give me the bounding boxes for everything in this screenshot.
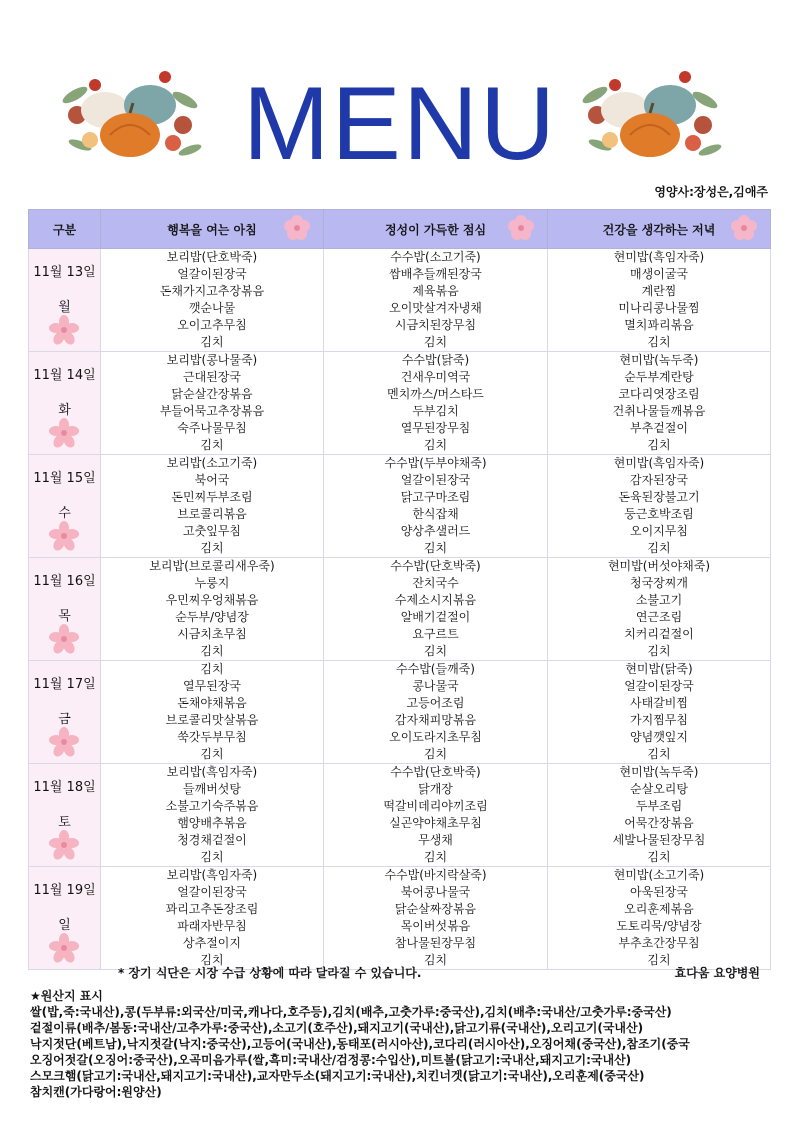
menu-item: 김치	[423, 438, 448, 452]
menu-item: 닭고구마조림	[400, 490, 471, 504]
origin-line: 참치캔(가다랑어:원양산)	[30, 1085, 162, 1099]
menu-item: 김치	[200, 662, 224, 676]
menu-item: 잔치국수	[412, 576, 459, 590]
day-cell	[29, 661, 101, 764]
menu-item: 청국장찌개	[630, 576, 688, 590]
menu-item: 김치	[423, 850, 448, 864]
day-cell	[29, 455, 101, 558]
menu-item: 얼갈이된장국	[624, 679, 694, 693]
menu-item: 감자된장국	[630, 473, 688, 487]
pink-flower-icon	[507, 214, 535, 242]
notice-text: * 장기 식단은 시장 수급 상황에 따라 달라질 수 있습니다.	[118, 966, 422, 980]
menu-item: 부들어묵고추장볶음	[159, 404, 265, 418]
breakfast-cell	[101, 558, 324, 661]
menu-item: 파래자반무침	[177, 919, 247, 933]
menu-item: 들깨버섯탕	[183, 782, 241, 796]
day-weekday: 금	[58, 712, 71, 727]
pink-blossom-icon	[49, 315, 79, 345]
day-row	[29, 455, 771, 558]
day-weekday: 화	[58, 403, 71, 418]
menu-item: 깻순나물	[188, 301, 236, 315]
dinner-cell	[548, 352, 771, 455]
menu-item: 계란찜	[641, 284, 677, 298]
day-row	[29, 867, 771, 970]
menu-item: 오이도라지초무침	[389, 730, 482, 744]
lunch-cell	[324, 764, 548, 867]
pink-blossom-icon	[49, 521, 79, 551]
menu-item: 현미밥(소고기죽)	[613, 868, 705, 882]
menu-item: 멸치꽈리볶음	[624, 318, 694, 332]
menu-item: 북어국	[194, 473, 230, 487]
menu-item: 북어콩나물국	[400, 885, 471, 899]
menu-item: 멘치까스/머스타드	[387, 387, 484, 401]
origin-line: 스모크햄(닭고기:국내산,돼지고기:국내산),교자만두소(돼지고기:국내산),치킨너겟(닭고기:국내산),오리훈제(중국산)	[30, 1069, 645, 1083]
menu-item: 어묵간장볶음	[624, 816, 694, 830]
menu-item: 보리밥(흑임자죽)	[166, 868, 258, 882]
menu-item: 얼갈이된장국	[177, 885, 247, 899]
day-date: 11월 14일	[33, 368, 96, 383]
menu-item: 목이버섯볶음	[400, 919, 471, 933]
menu-item: 김치	[200, 850, 224, 864]
menu-item: 김치	[423, 644, 448, 658]
menu-item: 아욱된장국	[630, 885, 688, 899]
menu-item: 참나물된장무침	[394, 936, 477, 950]
menu-item: 햄양배추볶음	[177, 816, 247, 830]
menu-header-row	[29, 210, 771, 249]
header-breakfast	[101, 210, 324, 249]
menu-item: 수제소시지볶음	[394, 593, 477, 607]
menu-item: 도토리묵/양념장	[616, 919, 702, 933]
menu-item: 김치	[647, 747, 671, 761]
menu-item: 한식잡채	[412, 507, 459, 521]
header-lunch	[324, 210, 548, 249]
menu-item: 얼갈이된장국	[400, 473, 471, 487]
day-date: 11월 15일	[33, 471, 96, 486]
header-dinner-label: 건강을 생각하는 저녁	[602, 222, 716, 237]
menu-item: 양념깻잎지	[630, 730, 688, 744]
menu-item: 숙주나물무침	[177, 421, 247, 435]
menu-item: 열무된장국	[183, 679, 241, 693]
menu-item: 오이지무침	[630, 524, 688, 538]
menu-item: 보리밥(브로콜리새우죽)	[149, 559, 275, 573]
header-category: 구분	[29, 210, 101, 249]
menu-item: 김치	[423, 541, 448, 555]
menu-item: 제육볶음	[412, 284, 459, 298]
pink-flower-icon	[283, 214, 311, 242]
menu-item: 현미밥(닭죽)	[625, 662, 693, 676]
day-weekday: 일	[58, 918, 71, 933]
menu-item: 실곤약야채초무침	[389, 816, 482, 830]
menu-item: 매생이굴국	[630, 267, 688, 281]
menu-item: 떡갈비데리야끼조림	[383, 799, 488, 813]
origin-section	[30, 988, 790, 1100]
menu-item: 오리훈제볶음	[624, 902, 694, 916]
menu-item: 보리밥(콩나물죽)	[166, 353, 258, 367]
origin-line: 오징어젓갈(오징어:중국산),오곡미음가루(쌀,흑미:국내산/검정콩:수입산),미트볼(닭고기:국내산,돼지고기:국내산)	[30, 1053, 632, 1067]
breakfast-cell	[101, 661, 324, 764]
menu-item: 쌈배추들깨된장국	[389, 267, 482, 281]
menu-item: 수수밥(단호박죽)	[390, 765, 481, 779]
day-date: 11월 16일	[33, 574, 96, 589]
pink-blossom-icon	[49, 624, 79, 654]
menu-item: 순두부/양념장	[175, 610, 249, 624]
day-row	[29, 661, 771, 764]
dinner-cell	[548, 764, 771, 867]
menu-item: 연근조림	[635, 610, 683, 624]
menu-item: 돈채야채볶음	[177, 696, 247, 710]
menu-item: 코다리엿장조림	[618, 387, 700, 401]
pink-blossom-icon	[49, 830, 79, 860]
menu-item: 김치	[647, 335, 671, 349]
menu-table	[28, 209, 771, 970]
header-breakfast-label: 행복을 여는 아침	[167, 222, 257, 237]
menu-item: 김치	[423, 335, 448, 349]
day-date: 11월 17일	[33, 677, 96, 692]
lunch-cell	[324, 558, 548, 661]
menu-item: 소불고기	[635, 593, 683, 607]
menu-item: 오이맛살겨자냉채	[389, 301, 482, 315]
day-weekday: 월	[58, 300, 71, 315]
menu-item: 김치	[647, 644, 671, 658]
menu-item: 김치	[200, 747, 224, 761]
menu-item: 수수밥(바지락살죽)	[384, 868, 487, 882]
day-date: 11월 13일	[33, 265, 96, 280]
menu-item: 브로콜리맛살볶음	[165, 713, 259, 727]
menu-item: 김치	[200, 541, 224, 555]
menu-item: 시금치초무침	[177, 627, 247, 641]
menu-item: 닭순살간장볶음	[171, 387, 253, 401]
menu-item: 김치	[647, 953, 671, 967]
menu-item: 고춧잎무침	[183, 524, 241, 538]
menu-item: 고등어조림	[406, 696, 465, 710]
breakfast-cell	[101, 455, 324, 558]
menu-item: 현미밥(버섯야채죽)	[607, 559, 711, 573]
menu-item: 돈채가지고추장볶음	[159, 284, 265, 298]
dietitian-label: 영양사:장성은,김애주	[654, 185, 768, 199]
page-title: MENU	[242, 66, 558, 182]
menu-item: 오이고추무침	[177, 318, 247, 332]
menu-item: 감자채피망볶음	[394, 713, 477, 727]
menu-item: 닭개장	[418, 782, 453, 796]
menu-item: 두부김치	[412, 404, 459, 418]
menu-item: 부추초간장무침	[618, 936, 700, 950]
day-cell	[29, 867, 101, 970]
menu-item: 쑥갓두부무침	[177, 730, 247, 744]
dinner-cell	[548, 558, 771, 661]
breakfast-cell	[101, 867, 324, 970]
menu-item: 건취나물들깨볶음	[612, 404, 706, 418]
menu-item: 치커리겉절이	[624, 627, 694, 641]
lunch-cell	[324, 661, 548, 764]
origin-line: 겉절이류(배추/봄동:국내산/고추가루:중국산),소고기(호주산),돼지고기(국내산),닭고기류(국내산),오리고기(국내산)	[30, 1021, 644, 1035]
menu-item: 수수밥(단호박죽)	[390, 559, 481, 573]
menu-item: 수수밥(두부야채죽)	[384, 456, 487, 470]
menu-item: 김치	[200, 953, 224, 967]
lunch-cell	[324, 455, 548, 558]
menu-item: 김치	[423, 747, 448, 761]
origin-line: 쌀(밥,죽:국내산),콩(두부류:외국산/미국,캐나다,호주등),김치(배추,고춧가루:중국산),김치(배추:국내산/고춧가루:중국산)	[30, 1005, 672, 1019]
pink-blossom-icon	[49, 727, 79, 757]
dinner-cell	[548, 661, 771, 764]
menu-item: 김치	[423, 953, 448, 967]
menu-item: 무생채	[418, 833, 453, 847]
day-row	[29, 558, 771, 661]
breakfast-cell	[101, 764, 324, 867]
menu-item: 소불고기숙주볶음	[165, 799, 259, 813]
menu-item: 청경채겉절이	[177, 833, 247, 847]
menu-item: 꽈리고추돈장조림	[165, 902, 259, 916]
menu-item: 김치	[200, 644, 224, 658]
day-cell	[29, 558, 101, 661]
menu-item: 돈민찌두부조림	[171, 490, 253, 504]
pink-blossom-icon	[49, 933, 79, 963]
menu-item: 순살오리탕	[630, 782, 688, 796]
menu-item: 가지찜무침	[630, 713, 688, 727]
day-row	[29, 249, 771, 352]
menu-item: 양상추샐러드	[400, 524, 471, 538]
menu-item: 현미밥(녹두죽)	[619, 765, 699, 779]
day-cell	[29, 352, 101, 455]
menu-item: 수수밥(소고기죽)	[390, 250, 481, 264]
day-cell	[29, 764, 101, 867]
menu-item: 알배기겉절이	[400, 610, 471, 624]
menu-item: 상추절이지	[183, 936, 241, 950]
menu-item: 수수밥(들깨죽)	[396, 662, 475, 676]
menu-item: 시금치된장무침	[394, 318, 477, 332]
menu-item: 둥근호박조림	[624, 507, 694, 521]
origin-line: 낙지젓단(베트남),낙지젓갈(낙지:중국산),고등어(국내산),동태포(러시아산),코다리(러시아산),오징어채(중국산),참조기(중국	[30, 1037, 690, 1051]
lunch-cell	[324, 249, 548, 352]
menu-item: 김치	[647, 541, 671, 555]
menu-item: 근대된장국	[183, 370, 241, 384]
day-date: 11월 19일	[33, 883, 96, 898]
menu-item: 현미밥(흑임자죽)	[613, 456, 705, 470]
menu-item: 세발나물된장무침	[612, 833, 706, 847]
menu-item: 김치	[200, 335, 224, 349]
menu-item: 콩나물국	[412, 679, 459, 693]
day-weekday: 목	[58, 609, 71, 624]
menu-item: 보리밥(흑임자죽)	[166, 765, 258, 779]
lunch-cell	[324, 867, 548, 970]
dinner-cell	[548, 249, 771, 352]
menu-item: 보리밥(소고기죽)	[166, 456, 258, 470]
menu-item: 현미밥(녹두죽)	[619, 353, 699, 367]
menu-item: 열무된장무침	[400, 421, 471, 435]
menu-item: 브로콜리볶음	[177, 507, 247, 521]
hospital-name: 효다움 요양병원	[674, 966, 760, 980]
header-lunch-label: 정성이 가득한 점심	[384, 222, 487, 237]
menu-item: 부추겉절이	[630, 421, 688, 435]
menu-item: 사태갈비찜	[630, 696, 688, 710]
dinner-cell	[548, 867, 771, 970]
breakfast-cell	[101, 249, 324, 352]
header-dinner	[548, 210, 771, 249]
menu-item: 김치	[647, 850, 671, 864]
menu-item: 요구르트	[412, 627, 459, 641]
pink-blossom-icon	[49, 418, 79, 448]
menu-item: 김치	[647, 438, 671, 452]
menu-item: 현미밥(흑임자죽)	[613, 250, 705, 264]
menu-item: 수수밥(닭죽)	[401, 353, 470, 367]
breakfast-cell	[101, 352, 324, 455]
menu-item: 보리밥(단호박죽)	[166, 250, 258, 264]
menu-item: 두부조림	[635, 799, 683, 813]
pink-flower-icon	[730, 214, 758, 242]
day-row	[29, 352, 771, 455]
day-date: 11월 18일	[33, 780, 96, 795]
menu-item: 닭순살짜장볶음	[394, 902, 477, 916]
menu-item: 건새우미역국	[400, 370, 471, 384]
origin-heading: ★원산지 표시	[30, 989, 103, 1003]
menu-item: 누룽지	[194, 576, 230, 590]
dinner-cell	[548, 455, 771, 558]
menu-item: 미나리콩나물찜	[618, 301, 700, 315]
day-weekday: 수	[58, 506, 71, 521]
day-weekday: 토	[58, 815, 71, 830]
menu-item: 순두부계란탕	[624, 370, 694, 384]
menu-item: 김치	[200, 438, 224, 452]
lunch-cell	[324, 352, 548, 455]
menu-item: 돈육된장불고기	[618, 490, 700, 504]
day-row	[29, 764, 771, 867]
day-cell	[29, 249, 101, 352]
menu-item: 얼갈이된장국	[177, 267, 247, 281]
menu-item: 우민찌우엉채볶음	[165, 593, 259, 607]
